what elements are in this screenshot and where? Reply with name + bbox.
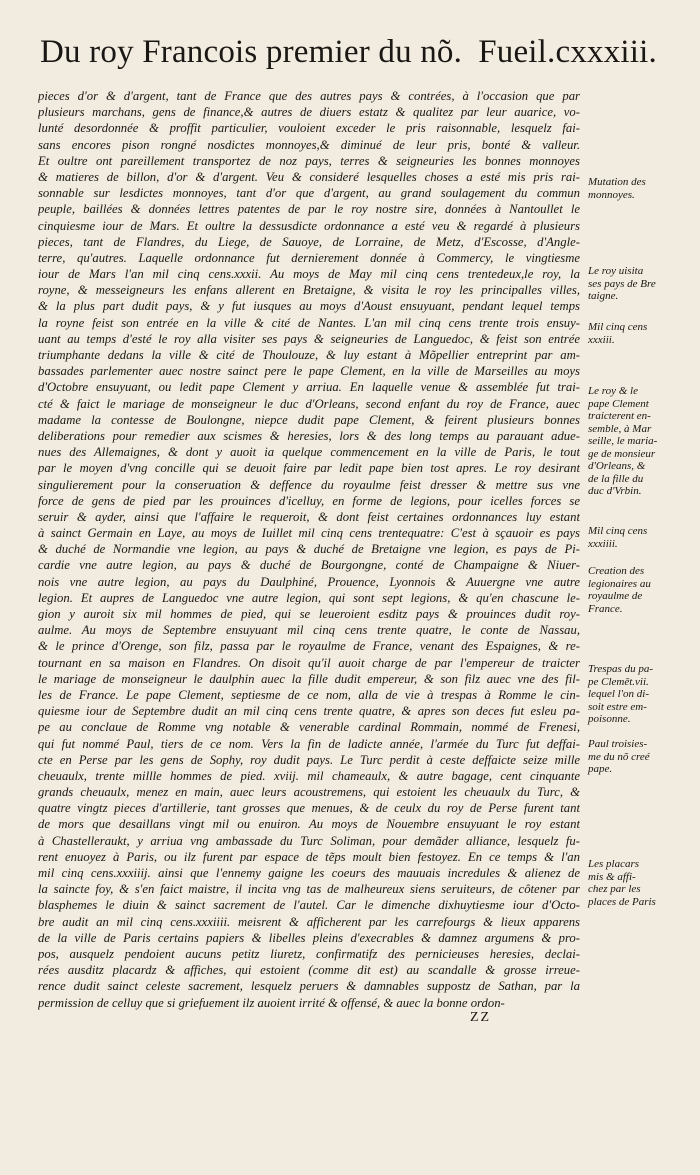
text-line: royne, & messeigneurs les enfans allerent en Bretaigne, & visita le roy les principalles villes,	[38, 283, 580, 298]
margin-note-line: Trespas du pa-	[588, 663, 653, 675]
text-line: grands cheuaulx, menez en main, auec leurs acoustremens, qui estoient les cheuaulx du Turc, &	[38, 785, 580, 800]
text-line: à Chastelleraukt, y arriua vng ambassade du Turc Soliman, pour demãder alliance, lesquelz fu-	[38, 833, 580, 848]
margin-note	[588, 385, 688, 498]
margin-note	[588, 321, 688, 346]
margin-note-line: xxxiii.	[588, 333, 615, 346]
header-title: Du roy Francois premier du nõ.	[40, 34, 463, 70]
text-line: deliberations pour remedier aux scismes & heresies, lors & des long temps au parauant adue-	[38, 428, 580, 443]
text-line: le mariage de monseigneur le daulphin auec la fille dudit empereur, & son filz auec vne des fil-	[38, 671, 580, 686]
margin-note-line: Le roy uisita	[588, 265, 644, 277]
text-line: cte en Perse par les gens de Sophy, roy dudit pays. Le Turc perdit à ceste deffaicte seize mille	[38, 752, 580, 767]
margin-note-line: monnoyes.	[588, 188, 635, 201]
text-line: & le prince d'Orenge, son filz, passa par le royaulme de France, venant des Espaignes, & re-	[38, 639, 580, 654]
main-text-block	[38, 88, 580, 1011]
margin-note-line: chez par les	[588, 883, 641, 895]
text-line: sans encores pison rongné nosdictes monnoyes,& diminué de leur pris, bonté & valleur.	[38, 137, 580, 152]
margin-note-line: Mil cinq cens	[588, 321, 648, 333]
margin-note-line: pape.	[588, 763, 613, 775]
text-line: force de gens de pied par les prouinces d'icelluy, en forme de legions, pour icelles forces se	[38, 493, 580, 508]
margin-note-line: d'Orleans, &	[588, 460, 646, 472]
margin-note	[588, 525, 688, 550]
text-line: & la plus part dudit pays, & y fut iusques au moys d'Aoust ensuyuant, pendant lequel temps	[38, 299, 580, 314]
margin-note-line: ge de monsieur	[588, 447, 656, 460]
margin-note	[588, 738, 688, 776]
text-line: sonnable sur lesdictes monnoyes, tant d'or que d'argent, au grand soulagement du commun	[38, 186, 580, 201]
margin-note-line: mis & affi-	[588, 870, 636, 883]
margin-note-line: soit estre em-	[588, 700, 647, 713]
text-line: lunté desordonnée & proffit particulier, vouloient exceder le pris raisonnable, lesquelz fai-	[38, 121, 580, 136]
margin-note-line: traicterent en-	[588, 410, 651, 422]
text-line: de mors que desaillans vingt mil ou enuiron. Au moys de Nouembre ensuyuant le roy estant	[38, 817, 580, 832]
text-line: rées ausditz placardz & affiches, qui estoient (comme dit est) au scandalle & grosse irreue-	[38, 963, 580, 978]
margin-note-line: Le roy & le	[588, 385, 638, 397]
margin-note-line: royaulme de	[588, 590, 643, 602]
margin-note-line: France.	[588, 602, 623, 615]
margin-note-line: Paul troisies-	[588, 738, 648, 750]
text-line: pieces d'or & d'argent, tant de France que des autres pays & contrées, à l'occasion que par	[38, 89, 580, 103]
text-line: & duché de Normandie vne legion, au pays & duché de Bretaigne vne legion, es pays de Pi-	[38, 542, 580, 557]
text-line: uant au temps d'esté le roy alla visiter ses pays & seigneuries de Languedoc, & feist son entrée	[38, 331, 580, 346]
margin-note	[588, 663, 688, 726]
text-line: cté & faict le mariage de monseigneur le duc d'Orleans, second enfant du roy de France, auec	[38, 396, 580, 411]
text-line: plusieurs marchans, gens de finance,& autres de diuers estatz & qualitez par leur auarice, vo-	[38, 105, 580, 120]
text-line: bassades parlementer auec nostre sainct pere le pape Clement, en la ville de Marseilles au moys	[38, 364, 580, 379]
margin-note-line: Les placars	[588, 858, 640, 870]
text-line: mil cinq cens.xxxiiij. ainsi que l'ennemy gaigne les coeurs des mauuais incredules & alienez de	[38, 866, 580, 880]
text-line: la saincte foy, & s'en faict maistre, il incita vng tas de malheureux siens seruiteurs, de côtener par	[38, 882, 580, 897]
text-line: pieces, tant de Flandres, du Liege, de Sauoye, de Lorraine, de Metz, d'Escosse, d'Angle-	[38, 234, 580, 249]
text-line: gion y auroit six mil hommes de pied, qui se leueroient esditz pays & prouinces dudit roy-	[38, 607, 580, 621]
margin-note-line: places de Paris	[588, 895, 656, 908]
text-line: pos, ausquelz pendoient aucuns petitz liuretz, confirmatifz des pernicieuses heresies, declai-	[38, 946, 580, 961]
text-line: rent enuoyez à Paris, ou ilz furent par espace de tẽps moult bien festoyez. En ce temps & l'an	[38, 849, 580, 864]
margin-note	[588, 265, 688, 303]
text-line: les de France. Le pape Clement, septiesme de ce nom, alla de vie à trespas à Romme le cin-	[38, 687, 580, 702]
margin-note-line: semble, à Mar	[588, 422, 652, 435]
text-line: quiesme iour de Septembre dudit an mil cinq cens trente quatre, & apres son deces fut esleu pa-	[38, 704, 580, 719]
text-line: d'Octobre ensuyuant, ou ledit pape Clement y arriua. En laquelle venue & assemblée fut trai-	[38, 380, 580, 395]
text-line: Et oultre ont pareillement transportez de noz pays, terres & seigneuries les bonnes monnoyes	[38, 153, 580, 168]
text-line: quatre vingtz pieces d'artillerie, tant grosses que menues, & de ceulx du roy de Perse furent tant	[38, 801, 580, 816]
text-line: pe au conclaue de Romme vng notable & venerable cardinal Rommain, nommé de Frenesi,	[38, 720, 580, 735]
text-line: blasphemes le diuin & sainct sacrement de l'autel. Car le dimenche dixhuytiesme iour d'Octo-	[38, 898, 580, 913]
text-line: legion. Et aupres de Languedoc vne autre legion, qui sont sept legions, & qu'en chascune le-	[38, 590, 580, 605]
margin-note-line: de la fille du	[588, 472, 644, 485]
margin-note	[588, 565, 688, 615]
margin-note-line: Mutation des	[588, 176, 646, 188]
margin-note-line: duc d'Vrbin.	[588, 485, 642, 497]
margin-note	[588, 858, 688, 908]
text-line: cheuaulx, trente millle hommes de pied. xviij. mil chameaulx, & autre bagage, cent cinquante	[38, 768, 580, 783]
margin-note-line: me du nõ creé	[588, 750, 650, 763]
text-line: madame la contesse de Boulongne, niepce dudit pape Clement, & feirent plusieurs bonnes	[38, 412, 580, 427]
text-line: singulierement pour la conseruation & deffence du royaulme feist dresser & mettre sus vne	[38, 477, 580, 492]
margin-note	[588, 176, 688, 201]
margin-note-line: Creation des	[588, 565, 645, 577]
margin-note-line: Mil cinq cens	[588, 525, 648, 537]
margin-note-line: xxxiiii.	[588, 537, 618, 550]
margin-note-line: pe Clemēt.vii.	[588, 675, 649, 688]
text-line: par le moyen d'vng concille qui se deuoit faire par ledit pape bien tost apres. Le roy desirant	[38, 461, 580, 476]
margin-note-line: ses pays de Bre	[588, 277, 656, 290]
text-line: rence dudit sainct celeste sacrement, lesquelz peruers & damnables suppostz de Sathan, par la	[38, 979, 580, 994]
text-line: aulme. Au moys de Septembre ensuyuant mil cinq cens trente quatre, le conte de Nassau,	[38, 623, 580, 638]
text-line: iour de Mars l'an mil cinq cens.xxxii. Au moys de May mil cinq cens trentedeux,le roy, la	[38, 267, 580, 282]
margin-note-line: lequel l'on di-	[588, 688, 650, 700]
text-line: cardie vne autre legion, au pays & duché de Bourgongne, conté de Champaigne & Niuer-	[38, 558, 580, 573]
text-line: seruir & ayder, ainsi que l'affaire le requeroit, & dont feist certaines ordonnances luy estant	[38, 509, 580, 524]
text-line: triumphante dedans la ville & cité de Thoulouze, & luy estant à Mõpellier entreprint par am-	[38, 348, 580, 362]
text-line: qui fut nommé Paul, tiers de ce nom. Vers la fin de ladicte année, l'armée du Turc fut deffai-	[38, 736, 580, 751]
text-line: à sainct Germain en Laye, au moys de Iuillet mil cinq cens trentequatre: C'est à sçauoir es pays	[38, 526, 580, 541]
margin-note-line: legionaires au	[588, 577, 651, 590]
signature-mark: ZZ	[470, 1010, 492, 1025]
text-line: permission de celluy que si griefuement ilz auoient irrité & offensé, & auec la bonne ordon-	[38, 995, 505, 1010]
folio-number: Fueil.cxxxiii.	[478, 34, 657, 70]
margin-note-line: taigne.	[588, 290, 619, 302]
text-line: peuple, baillées & données lettres patentes de par le roy nostre sire, données à Nantoullet le	[38, 202, 580, 217]
text-line: tournant en sa maison en Flandres. On disoit qu'il auoit charge de par l'empereur de traicter	[38, 655, 580, 670]
text-line: terre, qu'autres. Laquelle ordonnance fut dernierement donnée à Commercy, le vingtiesme	[38, 250, 580, 265]
text-line: de la ville de Paris certains papiers & libelles pleins d'execrables & damnez argumens & pro-	[38, 930, 580, 945]
text-line: bre audit an mil cinq cens.xxxiiii. meisrent & afficherent par les carrefourgs & lieux apparens	[38, 914, 580, 929]
text-line: nues des Allemaignes, & dont y auoit ia quelque commencement en la ville de Paris, le tout	[38, 445, 580, 460]
margin-note-line: pape Clement	[588, 397, 649, 410]
text-line: & matieres de billon, d'or & d'argent. Veu & consideré lesquelles choses a esté mis pris rai-	[38, 169, 580, 184]
margin-note-line: seille, le maria-	[588, 435, 658, 447]
text-line: la royne feist son entrée en la ville & cité de Nantes. L'an mil cinq cens trente trois ensuy-	[38, 315, 580, 330]
running-header	[40, 32, 665, 72]
text-line: nois vne autre legion, au pays du Daulphiné, Prouence, Lyonnois & Auuergne vne autre	[38, 574, 580, 589]
text-line: cinquiesme iour de Mars. Et oultre la dessusdicte ordonnance a esté veu & regardé à plusieurs	[38, 218, 580, 233]
margin-note-line: poisonne.	[588, 713, 631, 725]
